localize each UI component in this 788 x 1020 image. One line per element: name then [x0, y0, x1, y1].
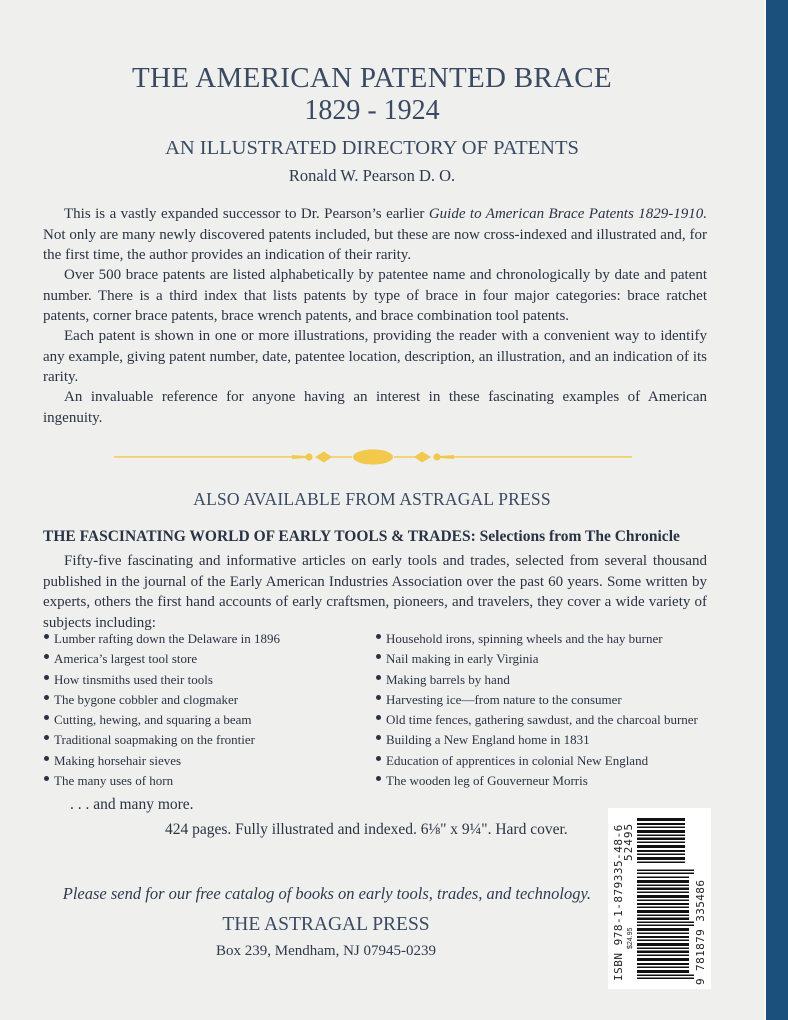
subject-text: Making horsehair sieves [54, 752, 182, 768]
subject-text: The many uses of horn [54, 773, 174, 789]
addon-bars-icon [637, 817, 685, 863]
subject-text: The bygone cobbler and clogmaker [54, 691, 239, 707]
bullet-icon [44, 654, 49, 659]
subject-text: Traditional soapmaking on the frontier [54, 732, 255, 748]
bullet-icon [44, 675, 49, 680]
p1-text-start: This is a vastly expanded successor to Dr. Pearson’s earlier [64, 206, 429, 222]
also-available-heading: ALSO AVAILABLE FROM ASTRAGAL PRESS [193, 489, 551, 509]
catalog-request-note [0, 883, 650, 905]
bullet-icon [376, 776, 381, 781]
list-item [44, 670, 364, 690]
list-item [44, 690, 364, 710]
and-many-more-text: . . . and many more. [70, 796, 194, 813]
addon-digits: 52495 [622, 822, 635, 861]
list-item [376, 690, 716, 710]
bullet-icon [44, 634, 49, 639]
subject-text: America’s largest tool store [54, 651, 198, 667]
bullet-icon [376, 715, 381, 720]
list-item [44, 751, 364, 771]
subject-text: Cutting, hewing, and squaring a beam [54, 712, 252, 728]
subject-text: Lumber rafting down the Delaware in 1896 [54, 631, 280, 646]
list-item [44, 649, 364, 669]
list-item [376, 730, 716, 750]
list-item [376, 751, 716, 771]
book-title: THE AMERICAN PATENTED BRACE [132, 62, 612, 94]
catalog-note-text: Please send for our free catalog of books on early tools, trades, and technology. [62, 884, 591, 903]
bullet-icon [376, 675, 381, 680]
description-paragraph-3: Each patent is shown in one or more illustrations, providing the reader with a convenient way to identify any example, giving patent number, date, patentee location, description, an illustration, and an indication of its rarity. [43, 328, 707, 385]
list-item [44, 710, 364, 730]
subject-text: The wooden leg of Gouverneur Morris [386, 773, 588, 789]
list-item [376, 629, 716, 649]
subject-text: Household irons, spinning wheels and the hay burner [386, 631, 663, 646]
list-item [376, 771, 716, 791]
list-item [44, 771, 364, 791]
subjects-list-left [44, 629, 364, 791]
list-item [376, 670, 716, 690]
description-paragraph-4: An invaluable reference for anyone having an interest in these fascinating examples of American ingenuity. [43, 389, 707, 426]
featured-book-title: THE FASCINATING WORLD OF EARLY TOOLS & TRADES: Selections from The Chronicle [43, 528, 680, 545]
subject-text: Making barrels by hand [386, 671, 510, 687]
bullet-icon [44, 776, 49, 781]
list-item [44, 629, 364, 649]
barcode-digits: 9 781879 335486 [694, 879, 707, 985]
bullet-icon [376, 634, 381, 639]
bullet-icon [376, 735, 381, 740]
bullet-icon [44, 695, 49, 700]
subjects-list-right [376, 629, 716, 791]
subject-text: Nail making in early Virginia [386, 651, 539, 667]
isbn-barcode [608, 808, 711, 989]
list-item [376, 649, 716, 669]
bullet-icon [44, 735, 49, 740]
list-item [376, 710, 716, 730]
author-name: Ronald W. Pearson D. O. [288, 166, 456, 185]
book-years: 1829 - 1924 [304, 95, 440, 126]
p1-text-end: Not only are many newly discovered patents included, but these are now cross-indexed and illustrated and, for the first time, the author provides an indication of their rarity. [43, 226, 707, 263]
subject-text: Harvesting ice—from nature to the consumer [386, 691, 622, 707]
bullet-icon [376, 695, 381, 700]
description-paragraph-1 [43, 204, 707, 266]
bullet-icon [44, 756, 49, 761]
book-subtitle: AN ILLUSTRATED DIRECTORY OF PATENTS [165, 137, 579, 159]
bullet-icon [44, 715, 49, 720]
barcode-bars-icon [637, 869, 694, 979]
description-paragraph-2: Over 500 brace patents are listed alphabetically by patentee name and chronologically by date and patent number. There is a third index that lists patents by type of brace in four major categories: brace ratchet patents, corner brace patents, brace wrench patents, and brace combination tool patents. [43, 267, 707, 324]
bullet-icon [376, 654, 381, 659]
book-spine-stripe [766, 0, 788, 1020]
ornament-divider-icon [112, 445, 634, 469]
subject-text: Building a New England home in 1831 [386, 732, 590, 748]
book-specs: 424 pages. Fully illustrated and indexed. 6⅛" x 9¼". Hard cover. [165, 821, 568, 838]
list-item [44, 730, 364, 750]
publisher-name: THE ASTRAGAL PRESS [222, 914, 430, 935]
earlier-book-title: Guide to American Brace Patents 1829-1910. [428, 206, 707, 222]
subject-text: How tinsmiths used their tools [54, 671, 213, 687]
subject-text: Education of apprentices in colonial New England [386, 752, 649, 768]
featured-book-blurb: Fifty-five fascinating and informative articles on early tools and trades, selected from several thousand published in the journal of the Early American Industries Association over the past 60 years. Some written by experts, others the first hand accounts of early craftsmen, pioneers, and travelers, they cover a wide variety of subjects including: [43, 553, 707, 631]
subject-text: Old time fences, gathering sawdust, and the charcoal burner [386, 712, 698, 728]
bullet-icon [376, 756, 381, 761]
barcode-rotated-group [608, 808, 711, 989]
price-label: $24.95 [627, 927, 634, 949]
isbn-label: ISBN 978-1-879335-48-6 [612, 824, 625, 981]
publisher-address: Box 239, Mendham, NJ 07945-0239 [216, 943, 436, 959]
